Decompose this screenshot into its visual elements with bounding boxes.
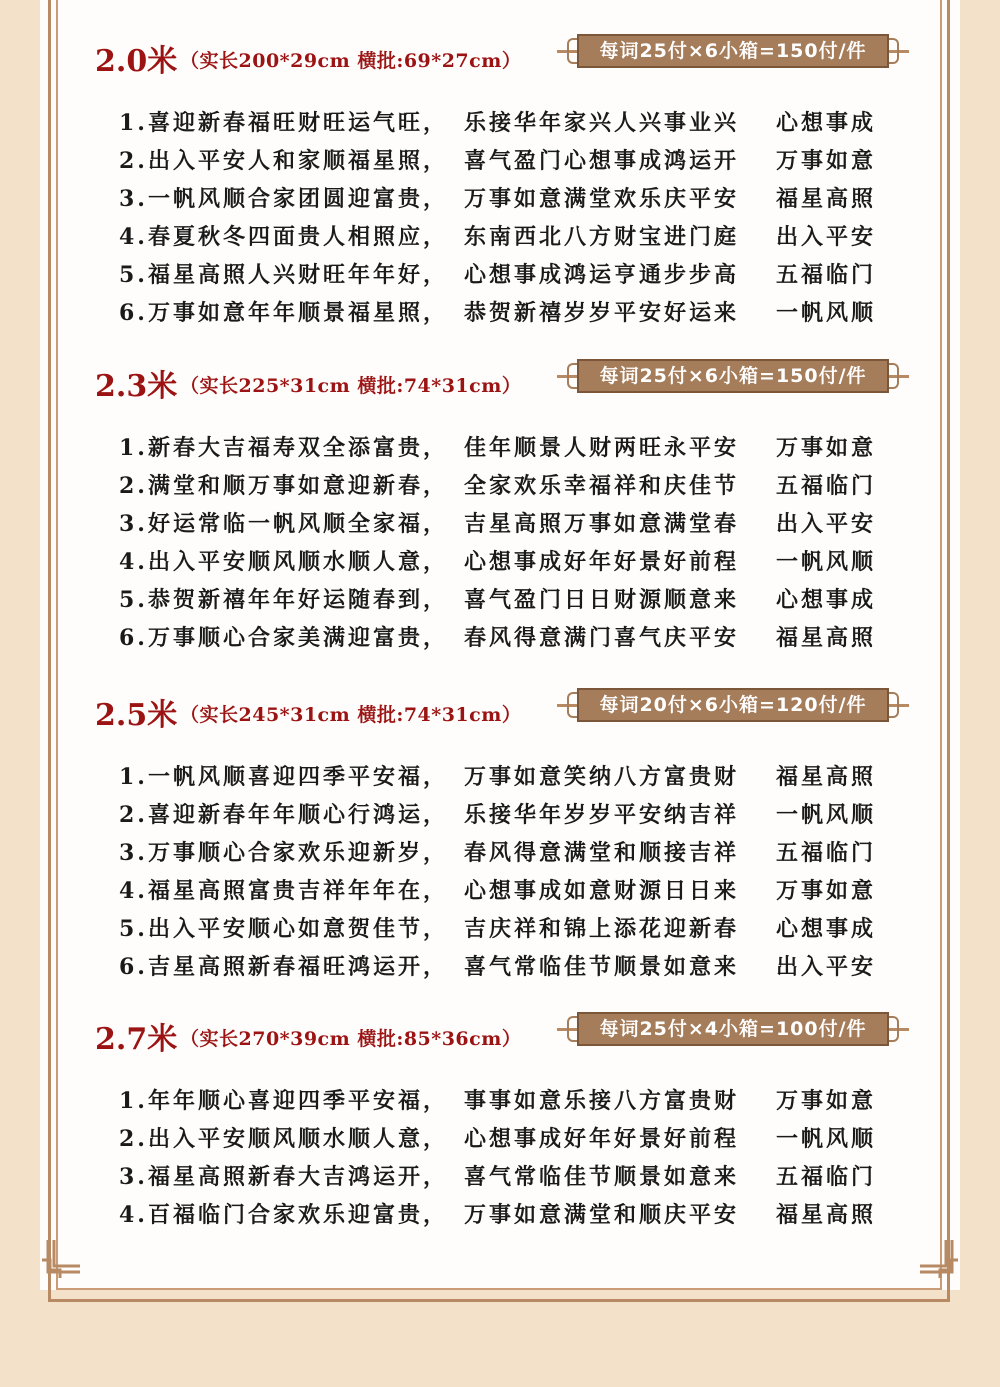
horizontal-scroll: 万事如意 (776, 435, 877, 461)
upper-line: 3.一帆风顺合家团圆迎富贵， (119, 186, 448, 212)
couplet-row (119, 910, 899, 948)
couplet-row (119, 948, 899, 986)
upper-line: 4.福星高照富贵吉祥年年在， (119, 878, 448, 904)
couplet-row (119, 1120, 899, 1158)
couplet-row (119, 581, 899, 619)
horizontal-scroll: 万事如意 (776, 878, 877, 904)
size-label: 2.0米 (95, 44, 178, 79)
lower-line: 吉庆祥和锦上添花迎新春 (464, 916, 740, 942)
pack-label: 每词25付×6小箱=150付/件 (577, 359, 889, 393)
lower-line: 心想事成好年好景好前程 (464, 1126, 740, 1152)
couplet-row (119, 505, 899, 543)
couplet-row (119, 1082, 899, 1120)
horizontal-scroll: 出入平安 (776, 511, 877, 537)
lower-line: 春风得意满门喜气庆平安 (464, 625, 740, 651)
section-header (95, 32, 915, 79)
horizontal-scroll: 福星高照 (776, 625, 877, 651)
horizontal-scroll: 心想事成 (776, 110, 877, 136)
couplet-row (119, 294, 899, 332)
size-section-2-7 (95, 1010, 915, 1228)
size-section-2-3 (95, 357, 915, 651)
lower-line: 心想事成如意财源日日来 (464, 878, 740, 904)
couplet-row (119, 180, 899, 218)
lower-line: 佳年顺景人财两旺永平安 (464, 435, 740, 461)
horizontal-scroll: 出入平安 (776, 224, 877, 250)
upper-line: 1.新春大吉福寿双全添富贵， (119, 435, 448, 461)
horizontal-scroll: 万事如意 (776, 1088, 877, 1114)
size-label: 2.3米 (95, 369, 178, 404)
upper-line: 1.年年顺心喜迎四季平安福， (119, 1088, 448, 1114)
upper-line: 3.福星高照新春大吉鸿运开， (119, 1164, 448, 1190)
size-label: 2.5米 (95, 698, 178, 733)
upper-line: 4.百福临门合家欢乐迎富贵， (119, 1202, 448, 1228)
pack-label: 每词25付×6小箱=150付/件 (577, 34, 889, 68)
upper-line: 4.出入平安顺风顺水顺人意， (119, 549, 448, 575)
horizontal-scroll: 一帆风顺 (776, 549, 877, 575)
upper-line: 3.万事顺心合家欢乐迎新岁， (119, 840, 448, 866)
upper-line: 5.福星高照人兴财旺年年好， (119, 262, 448, 288)
upper-line: 2.出入平安顺风顺水顺人意， (119, 1126, 448, 1152)
lower-line: 春风得意满堂和顺接吉祥 (464, 840, 740, 866)
horizontal-scroll: 心想事成 (776, 587, 877, 613)
pack-label: 每词25付×4小箱=100付/件 (577, 1012, 889, 1046)
lower-line: 喜气盈门心想事成鸿运开 (464, 148, 740, 174)
upper-line: 6.吉星高照新春福旺鸿运开， (119, 954, 448, 980)
couplet-row (119, 758, 899, 796)
upper-line: 5.出入平安顺心如意贺佳节， (119, 916, 448, 942)
couplet-row (119, 872, 899, 910)
horizontal-scroll: 万事如意 (776, 148, 877, 174)
couplet-row (119, 218, 899, 256)
horizontal-scroll: 出入平安 (776, 954, 877, 980)
pack-banner (563, 1012, 903, 1048)
size-label: 2.7米 (95, 1022, 178, 1057)
couplet-row (119, 1196, 899, 1234)
pack-banner (563, 359, 903, 395)
section-header (95, 686, 915, 733)
couplet-list (119, 429, 899, 657)
horizontal-scroll: 五福临门 (776, 1164, 877, 1190)
lower-line: 喜气常临佳节顺景如意来 (464, 954, 740, 980)
lower-line: 心想事成好年好景好前程 (464, 549, 740, 575)
horizontal-scroll: 一帆风顺 (776, 300, 877, 326)
horizontal-scroll: 心想事成 (776, 916, 877, 942)
lower-line: 万事如意满堂欢乐庆平安 (464, 186, 740, 212)
upper-line: 2.满堂和顺万事如意迎新春， (119, 473, 448, 499)
lower-line: 全家欢乐幸福祥和庆佳节 (464, 473, 740, 499)
lower-line: 喜气常临佳节顺景如意来 (464, 1164, 740, 1190)
couplet-row (119, 1158, 899, 1196)
spec-text: （实长245*31cm 横批:74*31cm） (180, 704, 522, 726)
horizontal-scroll: 五福临门 (776, 473, 877, 499)
lower-line: 万事如意满堂和顺庆平安 (464, 1202, 740, 1228)
lower-line: 东南西北八方财宝进门庭 (464, 224, 740, 250)
couplet-row (119, 543, 899, 581)
spec-text: （实长225*31cm 横批:74*31cm） (180, 375, 522, 397)
horizontal-scroll: 一帆风顺 (776, 1126, 877, 1152)
lower-line: 喜气盈门日日财源顺意来 (464, 587, 740, 613)
size-section-2-0 (95, 32, 915, 326)
lower-line: 万事如意笑纳八方富贵财 (464, 764, 740, 790)
couplet-list (119, 104, 899, 332)
couplet-row (119, 834, 899, 872)
size-section-2-5 (95, 686, 915, 980)
couplet-list (119, 758, 899, 986)
right-corner-ornament (920, 1240, 960, 1280)
spec-text: （实长270*39cm 横批:85*36cm） (180, 1028, 522, 1050)
upper-line: 2.喜迎新春年年顺心行鸿运， (119, 802, 448, 828)
couplet-row (119, 619, 899, 657)
horizontal-scroll: 一帆风顺 (776, 802, 877, 828)
couplet-row (119, 142, 899, 180)
upper-line: 3.好运常临一帆风顺全家福， (119, 511, 448, 537)
couplet-row (119, 104, 899, 142)
lower-line: 乐接华年岁岁平安纳吉祥 (464, 802, 740, 828)
pack-label: 每词20付×6小箱=120付/件 (577, 688, 889, 722)
horizontal-scroll: 五福临门 (776, 262, 877, 288)
upper-line: 1.喜迎新春福旺财旺运气旺， (119, 110, 448, 136)
couplet-row (119, 467, 899, 505)
upper-line: 4.春夏秋冬四面贵人相照应， (119, 224, 448, 250)
upper-line: 1.一帆风顺喜迎四季平安福， (119, 764, 448, 790)
couplet-row (119, 256, 899, 294)
couplet-row (119, 796, 899, 834)
pack-banner (563, 688, 903, 724)
section-header (95, 1010, 915, 1057)
left-corner-ornament (40, 1240, 80, 1280)
section-header (95, 357, 915, 404)
couplet-list (119, 1082, 899, 1234)
lower-line: 心想事成鸿运亨通步步高 (464, 262, 740, 288)
spec-text: （实长200*29cm 横批:69*27cm） (180, 50, 522, 72)
horizontal-scroll: 福星高照 (776, 764, 877, 790)
lower-line: 事事如意乐接八方富贵财 (464, 1088, 740, 1114)
lower-line: 恭贺新禧岁岁平安好运来 (464, 300, 740, 326)
lower-line: 乐接华年家兴人兴事业兴 (464, 110, 740, 136)
horizontal-scroll: 福星高照 (776, 1202, 877, 1228)
upper-line: 6.万事如意年年顺景福星照， (119, 300, 448, 326)
upper-line: 2.出入平安人和家顺福星照， (119, 148, 448, 174)
horizontal-scroll: 福星高照 (776, 186, 877, 212)
upper-line: 5.恭贺新禧年年好运随春到， (119, 587, 448, 613)
couplet-row (119, 429, 899, 467)
upper-line: 6.万事顺心合家美满迎富贵， (119, 625, 448, 651)
lower-line: 吉星高照万事如意满堂春 (464, 511, 740, 537)
pack-banner (563, 34, 903, 70)
horizontal-scroll: 五福临门 (776, 840, 877, 866)
